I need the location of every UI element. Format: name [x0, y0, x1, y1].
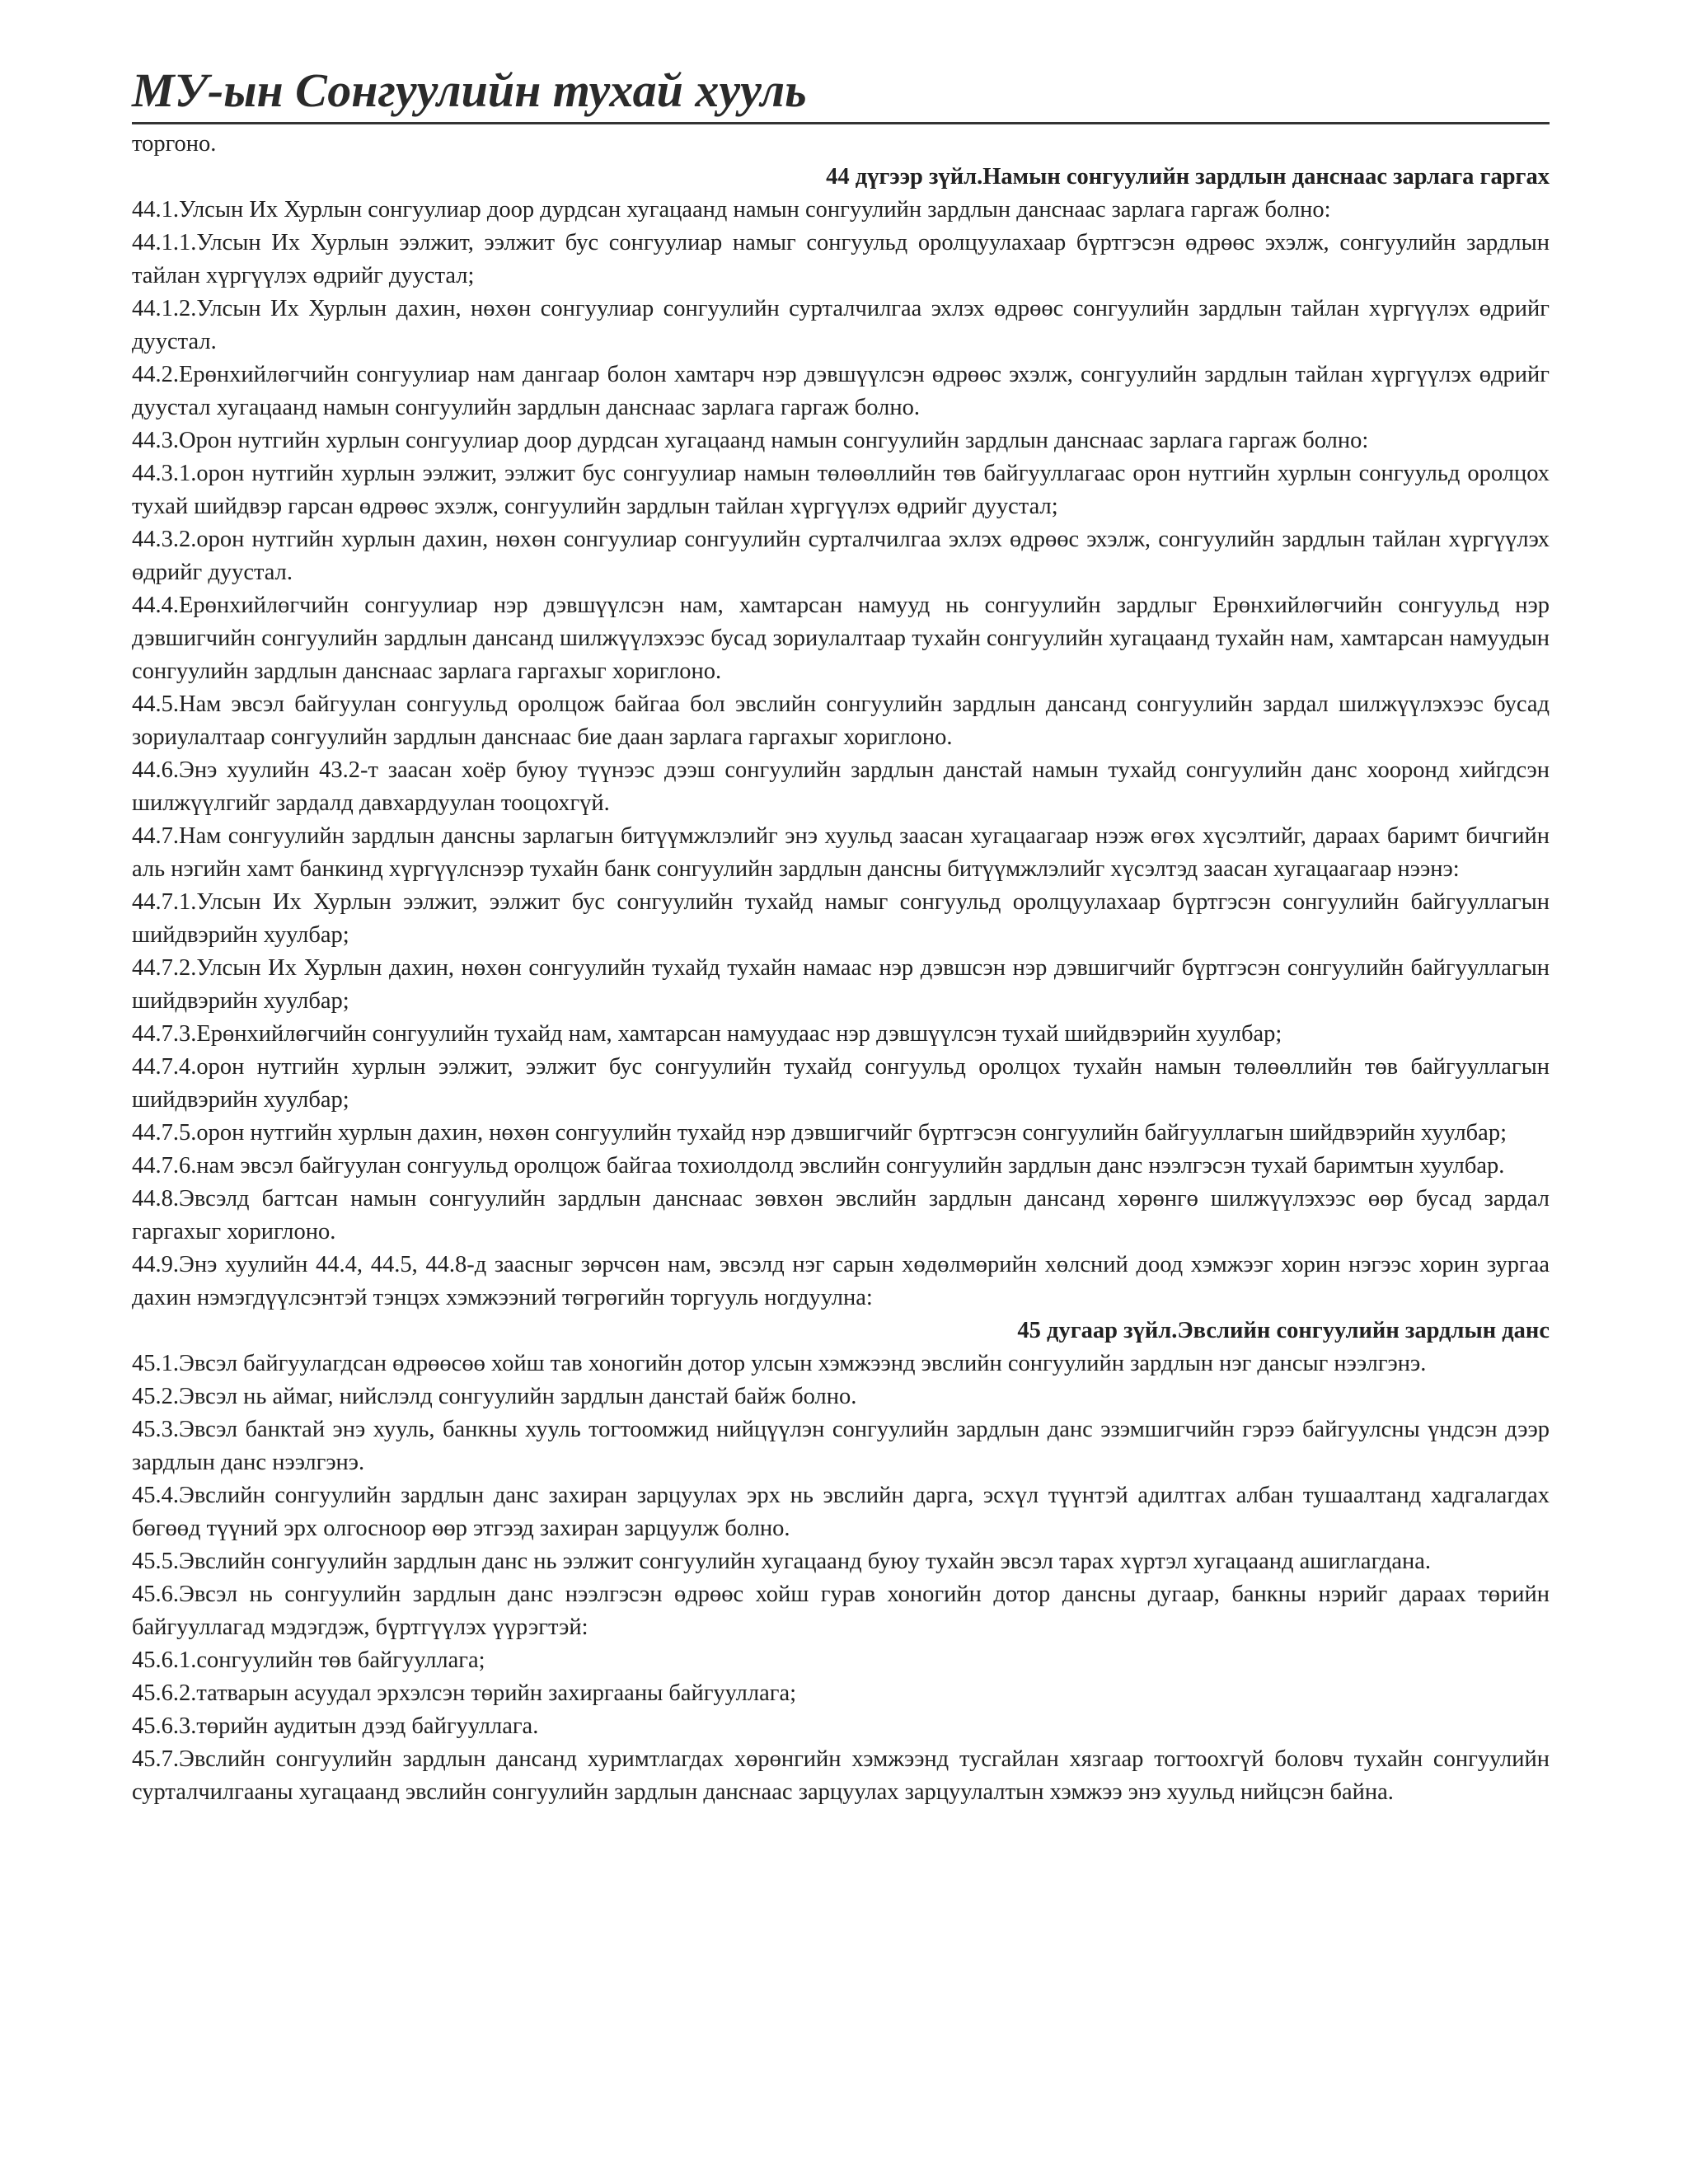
paragraph: 44.1.2.Улсын Их Хурлын дахин, нөхөн сонгуулиар сонгуулийн сурталчилгаа эхлэх өдрөөс сонгуулийн зардлын тайлан хүргүүлэх өдрийг дуустал. [132, 296, 1550, 354]
paragraph: 44.7.4.орон нутгийн хурлын ээлжит, ээлжит бус сонгуулийн тухайд сонгуульд оролцох тухайн намын төлөөллийн төв байгууллагын шийдвэрийн хуулбар; [132, 1054, 1550, 1113]
paragraph: 45.6.3.төрийн аудитын дээд байгууллага. [132, 1713, 539, 1739]
paragraph: 44.7.6.нам эвсэл байгуулан сонгуульд оролцож байгаа тохиолдолд эвслийн сонгуулийн зардлын данс нээлгэсэн тухай баримтын хуулбар. [132, 1153, 1505, 1179]
paragraph: 44.1.1.Улсын Их Хурлын ээлжит, ээлжит бус сонгуулиар намыг сонгуульд оролцуулахаар бүртгэсэн өдрөөс эхэлж, сонгуулийн зардлын тайлан хүргүүлэх өдрийг дуустал; [132, 230, 1550, 288]
document-body [132, 128, 1550, 1809]
paragraph: 44.7.3.Ерөнхийлөгчийн сонгуулийн тухайд нам, хамтарсан намуудаас нэр дэвшүүлсэн тухай шийдвэрийн хуулбар; [132, 1021, 1282, 1047]
paragraph: 45.6.2.татварын асуудал эрхэлсэн төрийн захиргааны байгууллага; [132, 1680, 797, 1706]
paragraph: торгоно. [132, 131, 217, 157]
paragraph: 44.9.Энэ хуулийн 44.4, 44.5, 44.8-д заасныг зөрчсөн нам, эвсэлд нэг сарын хөдөлмөрийн хөлсний доод хэмжээг хорин нэгээс хорин зургаа дахин нэмэгдүүлсэнтэй тэнцэх хэмжээний төгрөгийн торгууль ногдуулна: [132, 1252, 1550, 1310]
paragraph: 45.4.Эвслийн сонгуулийн зардлын данс захиран зарцуулах эрх нь эвслийн дарга, эсхүл түүнтэй адилтгах албан тушаалтанд хадгалагдах бөгөөд түүний эрх олгосноор өөр этгээд захиран зарцуулж болно. [132, 1483, 1550, 1541]
paragraph: 44.7.5.орон нутгийн хурлын дахин, нөхөн сонгуулийн тухайд нэр дэвшигчийг бүртгэсэн сонгуулийн байгууллагын шийдвэрийн хуулбар; [132, 1120, 1507, 1146]
document-page [132, 62, 1550, 1809]
article-heading: 45 дугаар зүйл.Эвслийн сонгуулийн зардлын данс [1017, 1318, 1550, 1343]
paragraph: 45.1.Эвсэл байгуулагдсан өдрөөсөө хойш тав хоногийн дотор улсын хэмжээнд эвслийн сонгуулийн зардлын нэг дансыг нээлгэнэ. [132, 1351, 1427, 1376]
paragraph: 45.5.Эвслийн сонгуулийн зардлын данс нь ээлжит сонгуулийн хугацаанд буюу тухайн эвсэл тарах хүртэл хугацаанд ашиглагдана. [132, 1549, 1432, 1574]
paragraph: 44.6.Энэ хуулийн 43.2-т заасан хоёр буюу түүнээс дээш сонгуулийн зардлын данстай намын тухайд сонгуулийн данс хооронд хийгдсэн шилжүүлгийг зардалд давхардуулан тооцохгүй. [132, 757, 1550, 816]
paragraph: 45.6.Эвсэл нь сонгуулийн зардлын данс нээлгэсэн өдрөөс хойш гурав хоногийн дотор дансны дугаар, банкны нэрийг дараах төрийн байгууллагад мэдэгдэж, бүртгүүлэх үүрэгтэй: [132, 1582, 1550, 1640]
paragraph: 45.7.Эвслийн сонгуулийн зардлын дансанд хуримтлагдах хөрөнгийн хэмжээнд тусгайлан хязгаар тогтоохгүй боловч тухайн сонгуулийн сурталчилгааны хугацаанд эвслийн сонгуулийн зардлын данснаас зарцуулах зарцуулалтын хэмжээ энэ хуульд нийцсэн байна. [132, 1746, 1550, 1805]
paragraph: 44.7.Нам сонгуулийн зардлын дансны зарлагын битүүмжлэлийг энэ хуульд заасан хугацаагаар нээж өгөх хүсэлтийг, дараах баримт бичгийн аль нэгийн хамт банкинд хүргүүлснээр тухайн банк сонгуулийн зардлын дансны битүүмжлэлийг хүсэлтэд заасан хугацаагаар нээнэ: [132, 823, 1550, 882]
paragraph: 44.5.Нам эвсэл байгуулан сонгуульд оролцож байгаа бол эвслийн сонгуулийн зардлын дансанд сонгуулийн зардал шилжүүлэхээс бусад зориулалтаар сонгуулийн зардлын данснаас бие даан зарлага гаргахыг хориглоно. [132, 691, 1550, 750]
header-rule [132, 122, 1550, 124]
running-header-title: МУ-ын Сонгуулийн тухай хууль [132, 63, 807, 117]
paragraph: 45.2.Эвсэл нь аймаг, нийслэлд сонгуулийн зардлын данстай байж болно. [132, 1384, 857, 1409]
paragraph: 44.3.2.орон нутгийн хурлын дахин, нөхөн сонгуулиар сонгуулийн сурталчилгаа эхлэх өдрөөс эхэлж, сонгуулийн зардлын тайлан хүргүүлэх өдрийг дуустал. [132, 527, 1550, 585]
paragraph: 45.3.Эвсэл банктай энэ хууль, банкны хууль тогтоомжид нийцүүлэн сонгуулийн зардлын данс эзэмшигчийн гэрээ байгуулсны үндсэн дээр зардлын данс нээлгэнэ. [132, 1417, 1550, 1475]
paragraph: 44.3.1.орон нутгийн хурлын ээлжит, ээлжит бус сонгуулиар намын төлөөллийн төв байгууллагаас орон нутгийн хурлын сонгуульд оролцох тухай шийдвэр гарсан өдрөөс эхэлж, сонгуулийн зардлын тайлан хүргүүлэх өдрийг дуустал; [132, 461, 1550, 519]
paragraph: 44.7.2.Улсын Их Хурлын дахин, нөхөн сонгуулийн тухайд тухайн намаас нэр дэвшсэн нэр дэвшигчийг бүртгэсэн сонгуулийн байгууллагын шийдвэрийн хуулбар; [132, 955, 1550, 1014]
paragraph: 44.2.Ерөнхийлөгчийн сонгуулиар нам дангаар болон хамтарч нэр дэвшүүлсэн өдрөөс эхэлж, сонгуулийн зардлын тайлан хүргүүлэх өдрийг дуустал хугацаанд намын сонгуулийн зардлын данснаас зарлага гаргаж болно. [132, 362, 1550, 420]
article-heading: 44 дүгээр зүйл.Намын сонгуулийн зардлын данснаас зарлага гаргах [826, 164, 1550, 190]
paragraph: 44.4.Ерөнхийлөгчийн сонгуулиар нэр дэвшүүлсэн нам, хамтарсан намууд нь сонгуулийн зардлыг Ерөнхийлөгчийн сонгуульд нэр дэвшигчийн сонгуулийн зардлын дансанд шилжүүлэхээс бусад зориулалтаар тухайн сонгуулийн хугацаанд тухайн нам, хамтарсан намуудын сонгуулийн зардлын данснаас зарлага гаргахыг хориглоно. [132, 593, 1550, 684]
paragraph: 44.3.Орон нутгийн хурлын сонгуулиар доор дурдсан хугацаанд намын сонгуулийн зардлын данснаас зарлага гаргаж болно: [132, 428, 1369, 453]
paragraph: 45.6.1.сонгуулийн төв байгууллага; [132, 1647, 485, 1673]
paragraph: 44.1.Улсын Их Хурлын сонгуулиар доор дурдсан хугацаанд намын сонгуулийн зардлын данснаас зарлага гаргаж болно: [132, 197, 1331, 223]
paragraph: 44.7.1.Улсын Их Хурлын ээлжит, ээлжит бус сонгуулийн тухайд намыг сонгуульд оролцуулахаар бүртгэсэн сонгуулийн байгууллагын шийдвэрийн хуулбар; [132, 889, 1550, 948]
paragraph: 44.8.Эвсэлд багтсан намын сонгуулийн зардлын данснаас зөвхөн эвслийн зардлын дансанд хөрөнгө шилжүүлэхээс өөр бусад зардал гаргахыг хориглоно. [132, 1186, 1550, 1244]
